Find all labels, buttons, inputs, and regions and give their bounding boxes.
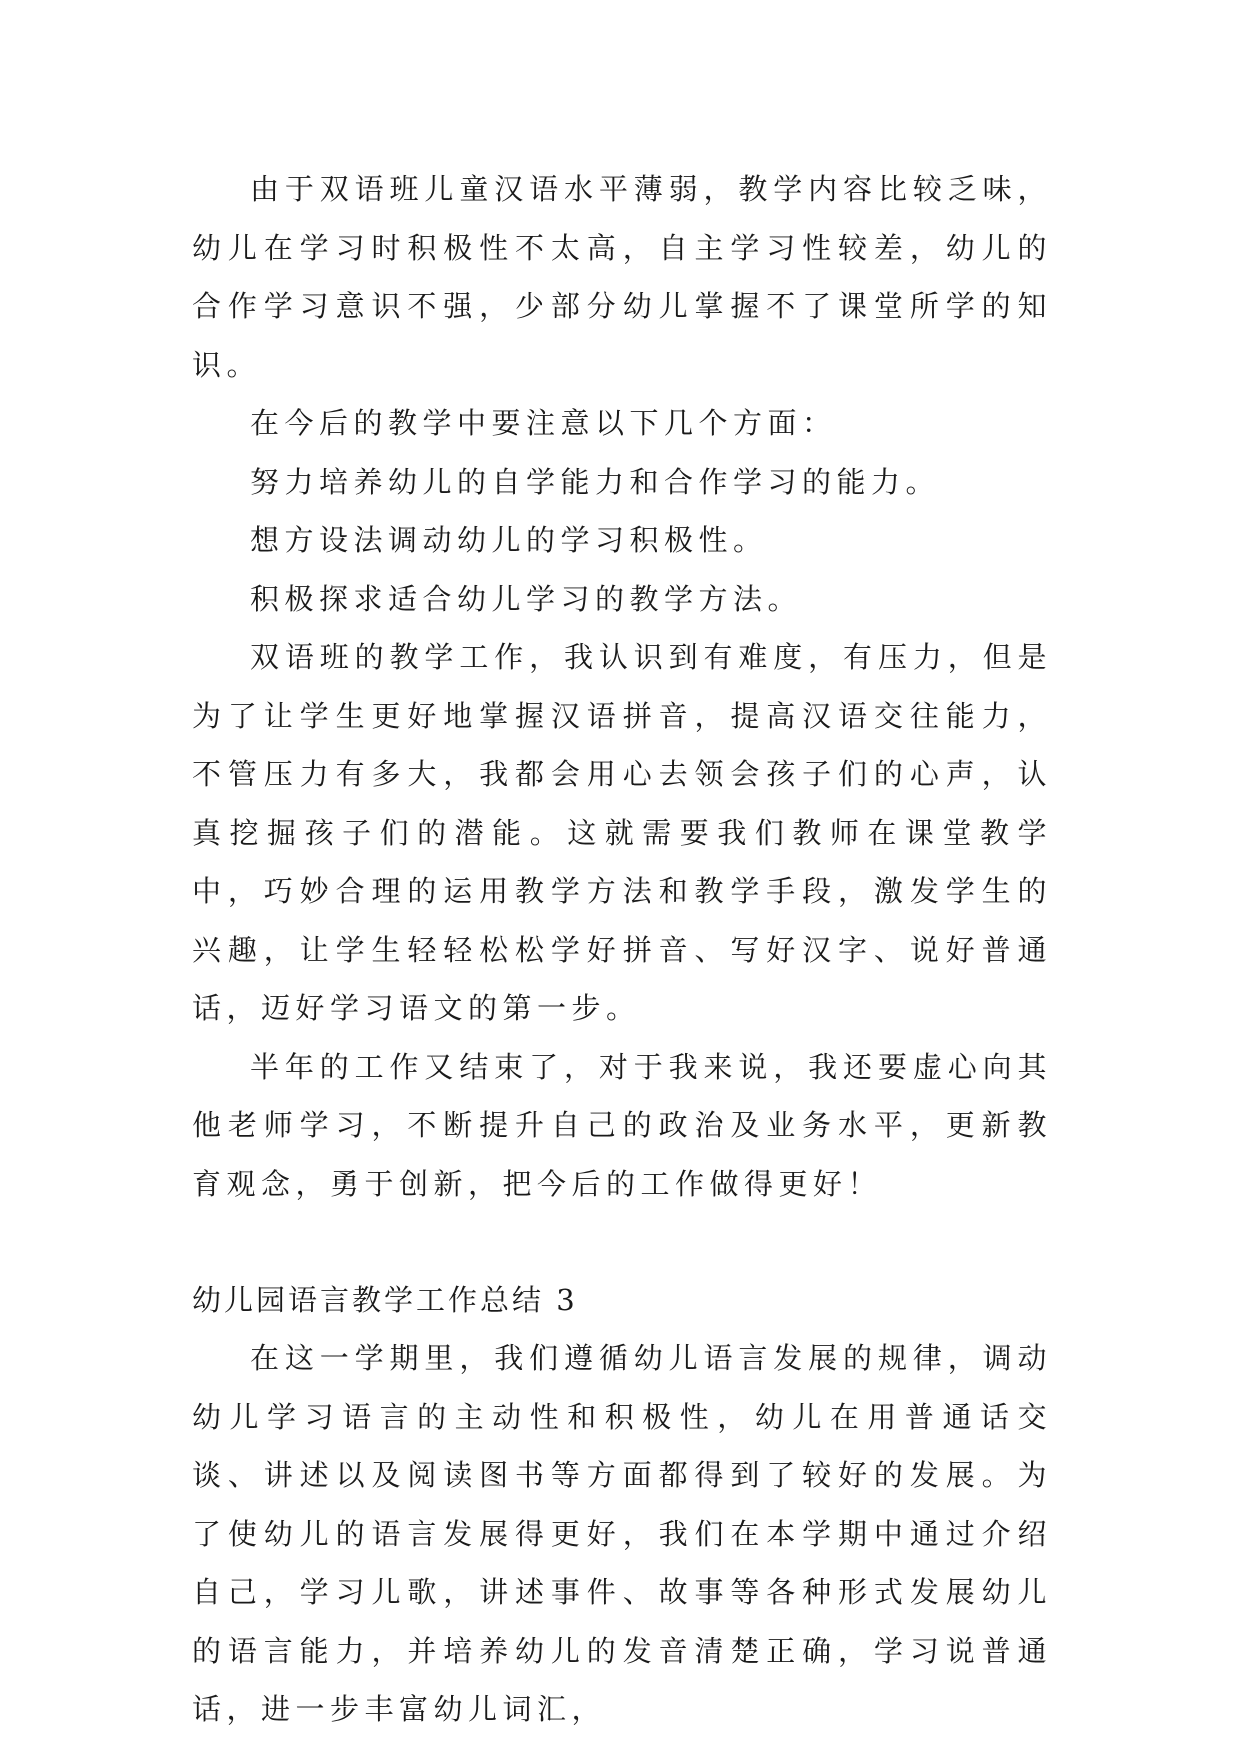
list-item: 积极探求适合幼儿学习的教学方法。 [250, 581, 803, 616]
paragraph: 在今后的教学中要注意以下几个方面： [250, 406, 837, 440]
paragraph: 由于双语班儿童汉语水平薄弱，教学内容比较乏味，幼儿在学习时积极性不太高，自主学习性较差，幼儿的合作学习意识不强，少部分幼儿掌握不了课堂所学的知识。 [192, 172, 1052, 382]
paragraph: 在这一学期里，我们遵循幼儿语言发展的规律，调动幼儿学习语言的主动性和积极性，幼儿在用普通话交谈、讲述以及阅读图书等方面都得到了较好的发展。为了使幼儿的语言发展得更好，我们在本学期中通过介绍自己，学习儿歌，讲述事件、故事等各种形式发展幼儿的语言能力，并培养幼儿的发音清楚正确，学习说普通话，进一步丰富幼儿词汇， [192, 1341, 1052, 1726]
document-body [192, 160, 1052, 1739]
section-title: 幼儿园语言教学工作总结 3 [192, 1283, 578, 1317]
paragraph: 双语班的教学工作，我认识到有难度，有压力，但是为了让学生更好地掌握汉语拼音，提高汉语交往能力，不管压力有多大，我都会用心去领会孩子们的心声，认真挖掘孩子们的潜能。这就需要我们教师在课堂教学中，巧妙合理的运用教学方法和教学手段，激发学生的兴趣，让学生轻轻松松学好拼音、写好汉字、说好普通话，迈好学习语文的第一步。 [192, 640, 1052, 1025]
list-item: 努力培养幼儿的自学能力和合作学习的能力。 [250, 464, 941, 499]
paragraph: 半年的工作又结束了，对于我来说，我还要虚心向其他老师学习，不断提升自己的政治及业务水平，更新教育观念，勇于创新，把今后的工作做得更好！ [192, 1049, 1052, 1201]
list-item: 想方设法调动幼儿的学习积极性。 [250, 523, 768, 557]
